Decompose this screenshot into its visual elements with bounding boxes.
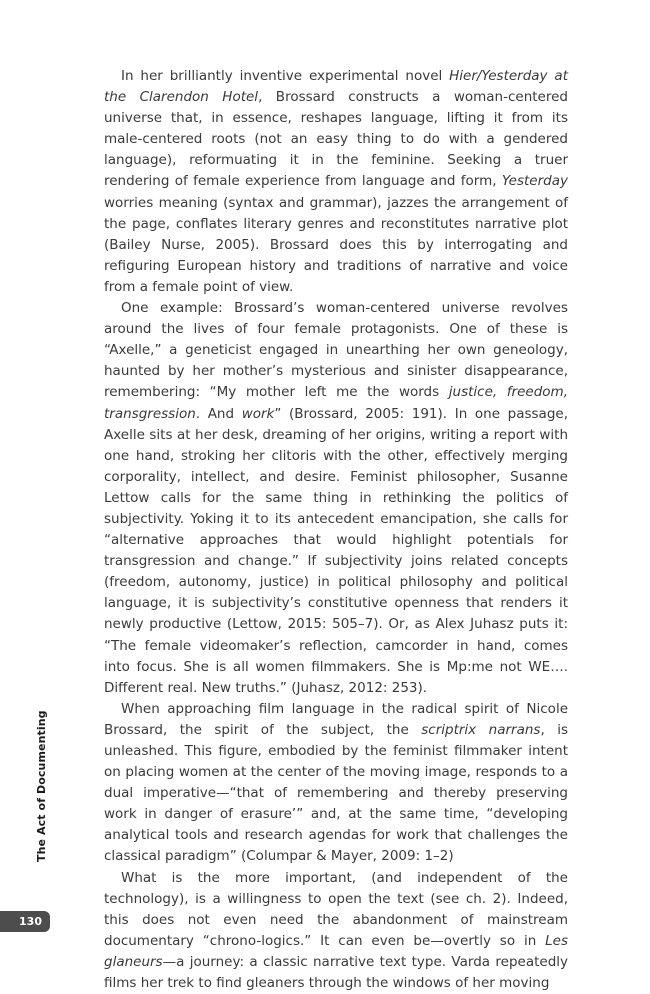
text-run: , Brossard constructs a woman-centered universe that, in essence, reshapes language, lifting it from its male-centered roots (not an easy thing to do with a gendered language), reformuating it in the feminine. Seeking a truer rendering of female experience from language and form, xyxy=(104,89,568,190)
text-run: What is the more important, (and independent of the technology), is a willingness to open the text (see ch. 2). Indeed, this does not even need the abandonment of mainstream documentary “chrono-logics.” It can even be—overtly so in xyxy=(104,869,568,949)
text-run: , is unleashed. This figure, embodied by the feminist filmmaker intent on placing women at the center of the moving image, responds to a dual imperative—“that of remembering and thereby preserving work in danger of erasure’” and, at the same time, “developing analytical tools and research agendas for work that challenges the classical paradigm” (Columpar & Mayer, 2009: 1–2) xyxy=(104,721,568,865)
italic-text: work xyxy=(241,405,275,422)
running-head: The Act of Documenting xyxy=(35,710,48,862)
italic-text: Les glaneurs xyxy=(104,932,568,970)
italic-text: scriptrix narrans xyxy=(421,721,541,738)
text-run: ” (Brossard, 2005: 191). In one passage, Axelle sits at her desk, dreaming of her origins, writing a report with one hand, stroking her clitoris with the other, effectively merging corporality, intellect, and desire. Feminist philosopher, Susanne Lettow calls for the same thing in rethinking the politics of subjectivity. Yoking it to its antecedent emancipation, she calls for “alternative approaches that would highlight potentials for transgression and change.” If subjectivity joins related concepts (freedom, autonomy, justice) in political philosophy and political language, it is subjectivity’s constitutive openness that renders it newly productive (Lettow, 2015: 505–7). Or, as Alex Juhasz puts it: “The female videomaker’s reflection, camcorder in hand, comes into focus. She is all women filmmakers. She is Mp:me not WE…. Different real. New truths.” (Juhasz, 2012: 253). xyxy=(104,405,568,696)
italic-text: justice, freedom, transgression xyxy=(104,384,568,422)
body-text xyxy=(104,66,568,994)
text-run: —a journey: a classic narrative text type. Varda repeatedly films her trek to find gleaners through the windows of her moving xyxy=(104,953,568,992)
text-run: worries meaning (syntax and grammar), jazzes the arrangement of the page, conflates literary genres and reconstitutes narrative plot (Bailey Nurse, 2005). Brossard does this by interrogating and refiguring European history and traditions of narrative and voice from a female point of view. xyxy=(104,194,568,295)
page-number: 130 xyxy=(0,911,50,932)
paragraph-3 xyxy=(104,699,568,868)
text-run: In her brilliantly inventive experimental novel xyxy=(121,68,450,84)
paragraph-1 xyxy=(104,66,568,298)
text-run: When approaching film language in the radical spirit of Nicole Brossard, the spirit of the subject, the xyxy=(104,700,568,738)
italic-text: Yesterday xyxy=(501,173,568,190)
text-run: One example: Brossard’s woman-centered universe revolves around the lives of four female protagonists. One of these is “Axelle,” a geneticist engaged in unearthing her own geneology, haunted by her mother’s mysterious and sinister disappearance, remembering: “My mother left me the words xyxy=(104,300,568,401)
italic-text: Hier/Yesterday at the Clarendon Hotel xyxy=(104,68,568,106)
text-run: . And xyxy=(195,405,242,422)
paragraph-2 xyxy=(104,298,568,699)
paragraph-4 xyxy=(104,868,568,994)
